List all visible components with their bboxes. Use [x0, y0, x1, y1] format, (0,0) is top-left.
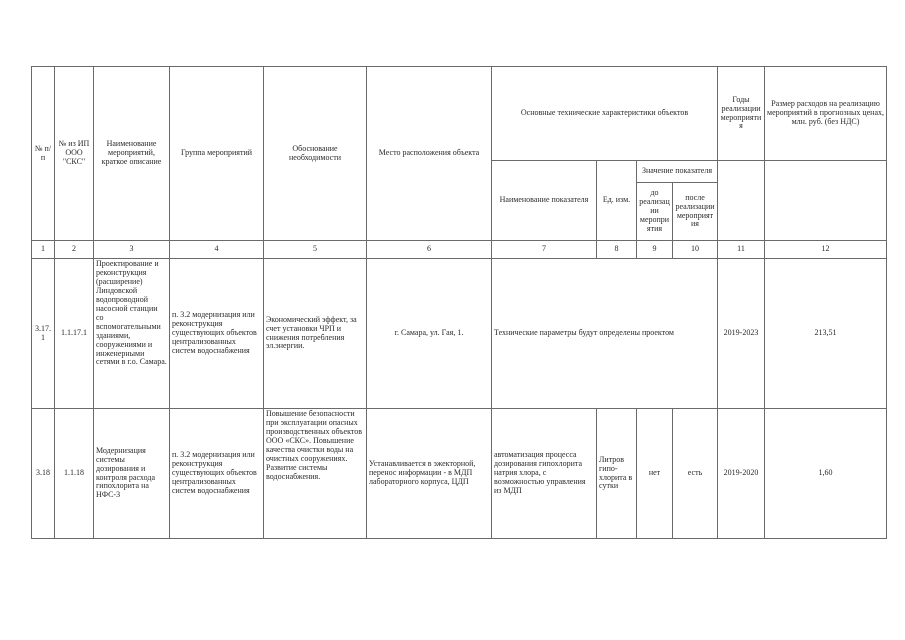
row-before: нет: [637, 409, 673, 539]
header-characteristics: Основные технические характеристики объектов: [492, 67, 718, 161]
row-years: 2019-2023: [718, 259, 765, 409]
row-num: 3.17.1: [32, 259, 55, 409]
column-number: 5: [264, 241, 367, 259]
header-group: Группа мероприятий: [170, 67, 264, 241]
row-years: 2019-2020: [718, 409, 765, 539]
header-indicator-value: Значение показателя: [637, 161, 718, 183]
row-ip-number: 1.1.17.1: [55, 259, 94, 409]
measures-table: [31, 66, 887, 539]
header-years: Годы реализации мероприятия: [718, 67, 765, 161]
column-number: 6: [367, 241, 492, 259]
row-reason: Экономический эффект, за счет установки ЧРП и снижения потребления эл.энергии.: [264, 259, 367, 409]
column-number: 12: [765, 241, 887, 259]
row-group: п. 3.2 модернизация или реконструкция существующих объектов централизованных систем водоснабжения: [170, 409, 264, 539]
header-cost: Размер расходов на реализацию мероприятий в прогнозных ценах, млн. руб. (без НДС): [765, 67, 887, 161]
header-years-blank: [718, 161, 765, 241]
table-row: [32, 259, 887, 409]
row-after: есть: [673, 409, 718, 539]
row-characteristics: Технические параметры будут определены проектом: [492, 259, 718, 409]
column-number: 9: [637, 241, 673, 259]
column-number: 4: [170, 241, 264, 259]
header-reason: Обоснование необходимости: [264, 67, 367, 241]
row-num: 3.18: [32, 409, 55, 539]
header-cost-blank: [765, 161, 887, 241]
column-number: 8: [597, 241, 637, 259]
row-group: п. 3.2 модернизация или реконструкция существующих объектов централизованных систем водоснабжения: [170, 259, 264, 409]
row-unit: Литров гипо-хлорита в сутки: [597, 409, 637, 539]
row-measure-name: Модернизация системы дозирования и контроля расхода гипохлорита на НФС-3: [94, 409, 170, 539]
table-row: [32, 409, 887, 539]
column-number: 1: [32, 241, 55, 259]
column-number: 7: [492, 241, 597, 259]
row-place: Устанавливается в эжекторной, перенос информации - в МДП лабораторного корпуса, ЦДП: [367, 409, 492, 539]
row-indicator: автоматизация процесса дозирования гипохлорита натрия хлора, с возможностью управления из МДП: [492, 409, 597, 539]
row-ip-number: 1.1.18: [55, 409, 94, 539]
row-place: г. Самара, ул. Гая, 1.: [367, 259, 492, 409]
header-ip-number: № из ИП ООО "СКС": [55, 67, 94, 241]
header-place: Место расположения объекта: [367, 67, 492, 241]
header-indicator-name: Наименование показателя: [492, 161, 597, 241]
header-row-1: [32, 67, 887, 161]
column-number: 2: [55, 241, 94, 259]
row-reason: Повышение безопасности при эксплуатации опасных производственных объектов ООО «СКС». Повышение качества очистки воды на очистных сооружениях. Развитие системы водоснабжения.: [264, 409, 367, 539]
header-unit: Ед. изм.: [597, 161, 637, 241]
column-number: 3: [94, 241, 170, 259]
header-before: до реализации мероприятия: [637, 183, 673, 241]
header-after: после реализации мероприятия: [673, 183, 718, 241]
row-cost: 1,60: [765, 409, 887, 539]
column-number: 10: [673, 241, 718, 259]
header-num: № п/п: [32, 67, 55, 241]
column-number: 11: [718, 241, 765, 259]
column-number-row: [32, 241, 887, 259]
row-cost: 213,51: [765, 259, 887, 409]
header-measure-name: Наименование мероприятий, краткое описание: [94, 67, 170, 241]
row-measure-name: Проектирование и реконструкция (расширение) Линдовской водопроводной насосной станции со вспомогательными зданиями, сооружениями и инженерными сетями в г.о. Самара.: [94, 259, 170, 409]
